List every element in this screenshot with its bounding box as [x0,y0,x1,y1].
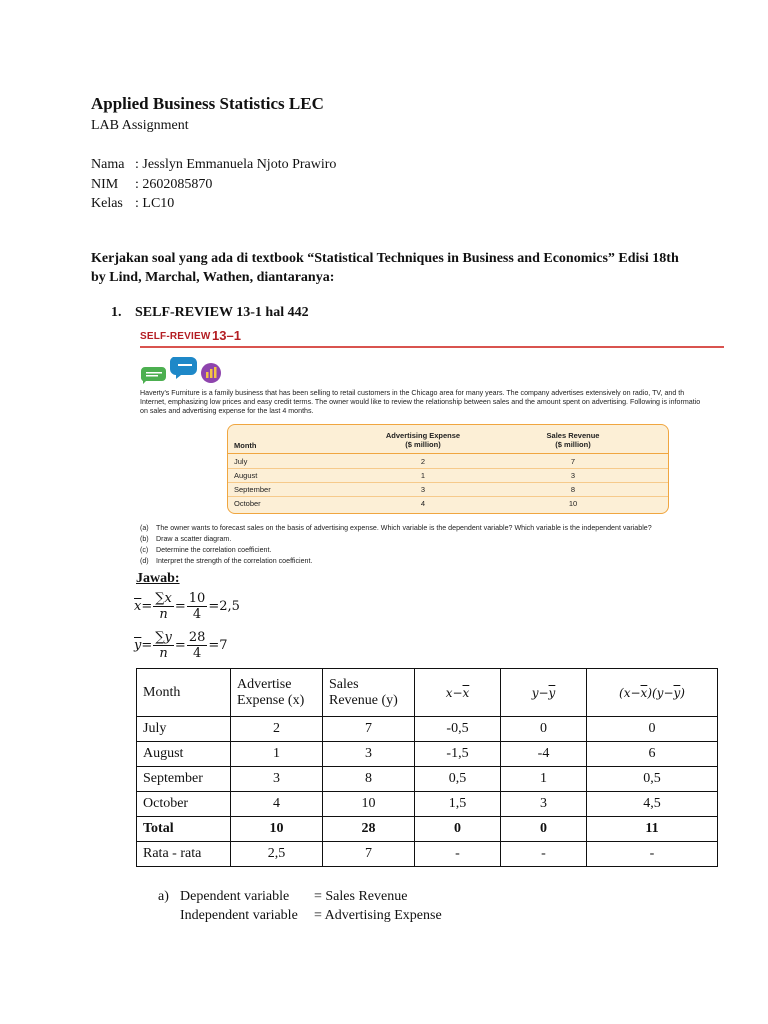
question-title: SELF-REVIEW 13-1 hal 442 [135,305,309,320]
table-cell: 3 [420,485,426,494]
question-text: Determine the correlation coefficient. [156,546,272,554]
cell-x: 4 [231,792,323,817]
student-info [91,155,336,214]
cell-x: 1 [231,742,323,767]
eq-fraction [187,591,208,622]
answer-key: Independent variable [180,908,298,923]
cell-x: 2,5 [231,842,323,867]
cell-month: July [137,717,231,742]
cell-product: 6 [587,742,718,767]
cell-dy: -4 [501,742,587,767]
self-review-icons [140,355,230,385]
eq-var: x [164,591,172,606]
cell-dx: -0,5 [415,717,501,742]
mean-row [137,842,718,867]
eq-result: =7 [208,638,228,653]
question-text: Interpret the strength of the correlation coefficient. [156,557,313,565]
col-header-line: ($ million) [555,440,591,449]
table-cell: 8 [570,485,576,494]
cell-month: Total [137,817,231,842]
cell-y: 10 [323,792,415,817]
col-header-month: Month [234,441,257,450]
self-review-questions [140,523,652,567]
cell-y: 28 [323,817,415,842]
calculation-table [136,668,718,867]
cell-product: 0,5 [587,767,718,792]
paragraph-line: on sales and advertising expense for the last 4 months. [140,407,314,415]
table-cell: September [234,485,271,494]
cell-dy: - [501,842,587,867]
header-y-minus-mean: $y-\overline{y}$ [501,669,587,717]
table-cell: 7 [570,457,576,466]
info-value: : Jesslyn Emmanuela Njoto Prawiro [135,157,337,172]
question-item [140,523,652,534]
header-month: Month [137,669,231,717]
table-row [137,742,718,767]
col-header-advertising [358,431,488,449]
cell-x: 2 [231,717,323,742]
student-name-row [91,155,336,175]
question-item [140,545,652,556]
table-cell: 2 [420,457,426,466]
table-cell: August [234,471,258,480]
cell-month: September [137,767,231,792]
self-review-excerpt [140,327,724,567]
table-cell: October [234,499,261,508]
header-x-minus-mean: $x-\overline{x}$ [415,669,501,717]
cell-product: 4,5 [587,792,718,817]
question-heading [111,305,309,321]
cell-y: 7 [323,717,415,742]
total-row [137,817,718,842]
answer-heading: Jawab: [136,571,180,586]
eq-den: 4 [192,607,202,622]
eq-den: 4 [192,646,202,661]
self-review-table [227,424,669,514]
header-product: $(x-\overline{x})(y-\overline{y})$ [587,669,718,717]
eq-den: n [159,607,168,622]
cell-y: 3 [323,742,415,767]
table-divider [228,482,668,483]
mean-y-equation: $\overline{y}$ = $\frac{\sum y}{n}$ = $\frac{28}{4}$ =7 [134,630,228,661]
answer-a [158,887,442,925]
header-sales [323,669,415,717]
eq-lhs: $\overline{x}$ [134,599,142,614]
question-letter: (d) [140,557,149,565]
info-key: NIM [91,176,119,192]
document-title: Applied Business Statistics LEC [91,94,324,113]
divider [140,346,724,348]
info-value: : 2602085870 [135,176,213,192]
question-letter: (b) [140,535,149,543]
eq-result: =2,5 [208,599,240,614]
eq-fraction: $\frac{\sum y}{n}$ [155,630,172,661]
answer-value: = Sales Revenue [314,889,408,904]
table-cell: July [234,457,248,466]
col-header-sales [518,431,628,449]
cell-month: August [137,742,231,767]
table-cell: 3 [570,471,576,480]
self-review-number: 13–1 [212,328,241,343]
chat-bubble-icon [170,357,197,379]
col-header-line: ($ million) [405,440,441,449]
independent-variable-row [158,906,442,925]
question-item [140,556,652,567]
eq-num: 10 [188,591,206,606]
document-subtitle: LAB Assignment [91,118,189,133]
info-key: Nama [91,157,125,172]
speech-bubble-icon [141,367,166,384]
eq-fraction [187,630,208,661]
table-cell: 1 [420,471,426,480]
table-row [137,767,718,792]
header-advertise [231,669,323,717]
paragraph-line: Internet, emphasizing low prices and easy credit terms. The owner would like to review the relationship between sales and the amount spent on advertising. Following is informatio [140,398,701,406]
header-line: Revenue (y) [329,692,398,708]
cell-dx: -1,5 [415,742,501,767]
student-class-row [91,194,336,214]
bar-chart-icon [201,363,221,383]
cell-dx: 0 [415,817,501,842]
cell-month: Rata - rata [137,842,231,867]
cell-dy: 3 [501,792,587,817]
cell-product: 0 [587,717,718,742]
eq-num: 28 [188,630,206,645]
table-row [137,717,718,742]
cell-y: 8 [323,767,415,792]
table-row [137,792,718,817]
info-key: Kelas [91,196,123,211]
cell-dx: 1,5 [415,792,501,817]
paragraph-line: Haverty's Furniture is a family business that has been selling to retail customers in the Chicago area for many years. The company advertises extensively on radio, TV, and th [140,389,685,397]
cell-dy: 0 [501,717,587,742]
table-cell: 4 [420,499,426,508]
cell-dy: 1 [501,767,587,792]
table-divider [228,468,668,469]
eq-fraction: $\frac{\sum x}{n}$ [155,591,172,622]
instruction-line: by Lind, Marchal, Wathen, diantaranya: [91,270,335,285]
dependent-variable-row [158,887,442,906]
question-letter: (a) [140,524,149,532]
question-text: The owner wants to forecast sales on the basis of advertising expense. Which variable is the dependent variable? Which variable is the independent variable? [156,524,652,532]
header-line: Expense (x) [237,692,305,708]
student-nim-row [91,175,336,195]
answer-letter: a) [158,889,169,904]
question-number: 1. [111,305,122,320]
cell-month: October [137,792,231,817]
eq-lhs: $\overline{y}$ [134,638,142,653]
cell-dy: 0 [501,817,587,842]
question-item [140,534,652,545]
table-cell: 10 [568,499,578,508]
table-divider [228,496,668,497]
answer-value: = Advertising Expense [314,908,442,923]
col-header-line: Sales Revenue [546,431,600,440]
eq-var: y [164,630,172,645]
self-review-paragraph [140,389,724,416]
header-line: Advertise [237,676,292,692]
cell-product: 11 [587,817,718,842]
cell-x: 10 [231,817,323,842]
col-header-line: Advertising Expense [385,431,461,440]
question-letter: (c) [140,546,149,554]
question-text: Draw a scatter diagram. [156,535,232,543]
info-value: : LC10 [135,196,175,211]
cell-y: 7 [323,842,415,867]
table-divider [228,453,668,454]
table-header-row [137,669,718,717]
eq-den: n [159,646,168,661]
instruction-line: Kerjakan soal yang ada di textbook “Statistical Techniques in Business and Economics” Edisi 18th [91,251,679,266]
mean-x-equation: $\overline{x}$ = $\frac{\sum x}{n}$ = $\frac{10}{4}$ =2,5 [134,591,240,622]
header-line: Sales [329,676,359,692]
cell-dx: 0,5 [415,767,501,792]
instruction [91,249,711,287]
self-review-label: SELF-REVIEW [140,331,211,342]
cell-x: 3 [231,767,323,792]
cell-product: - [587,842,718,867]
answer-key: Dependent variable [180,889,290,904]
cell-dx: - [415,842,501,867]
answer-letter-spacer [158,906,180,925]
